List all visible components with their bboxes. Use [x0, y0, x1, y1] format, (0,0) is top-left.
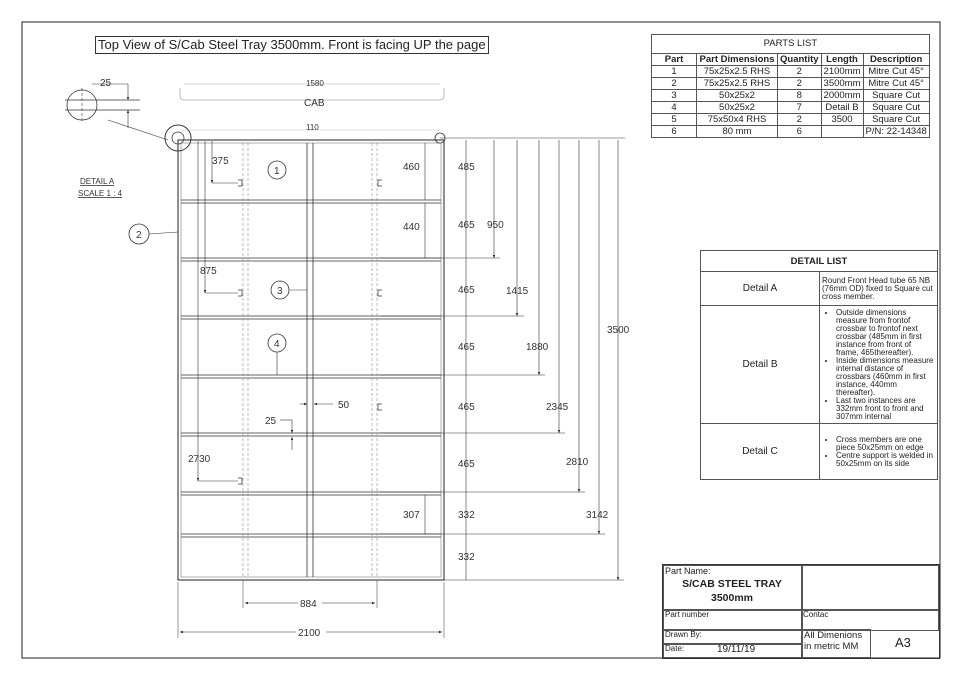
part-name-line1: S/CAB STEEL TRAY [682, 578, 782, 590]
cab-outline [180, 79, 444, 132]
parts-header-part: Part [652, 54, 697, 66]
spacing-0: 485 [458, 162, 475, 173]
dim-2730: 2730 [188, 454, 211, 465]
inside-dimensions [403, 143, 425, 534]
parts-cell: 3 [652, 90, 697, 102]
detail-list-title: DETAIL LIST [701, 251, 938, 272]
drawn-by-label: Drawn By: [665, 630, 702, 639]
inner-dim: 884 [300, 599, 317, 610]
dim-875: 875 [200, 266, 217, 277]
parts-cell: 4 [652, 102, 697, 114]
callout-3: 3 [277, 286, 283, 297]
parts-cell: 2 [778, 78, 822, 90]
units-note: All Dimenions in metric MM [804, 630, 863, 652]
callout-2: 2 [136, 230, 142, 241]
inside-dim-460: 460 [403, 162, 420, 173]
inside-dim-307: 307 [403, 510, 420, 521]
spacing-4: 465 [458, 402, 475, 413]
spacing-1: 465 [458, 220, 475, 231]
part-callouts [129, 161, 307, 375]
top-dim: 110 [306, 123, 319, 132]
date-value: 19/11/19 [717, 644, 756, 655]
detail-a-name: Detail A [701, 272, 820, 306]
parts-row [652, 126, 930, 138]
parts-list [651, 34, 930, 138]
parts-cell: 7 [778, 102, 822, 114]
inside-dim-440: 440 [403, 222, 420, 233]
detail-a-dim: 25 [100, 78, 112, 89]
detail-c-line: • Centre support is welded in 50x25mm on its side [836, 452, 935, 468]
parts-cell: Detail B [821, 102, 863, 114]
detail-b-line: • Inside dimensions measure internal distance of crossbars (460mm in first instance, 440mm thereafter). [836, 357, 935, 397]
dim-50: 50 [338, 400, 350, 411]
detail-label-line1: DETAIL A [80, 177, 115, 186]
dim-375: 375 [212, 156, 229, 167]
parts-cell: 6 [778, 126, 822, 138]
left-dimensions [188, 141, 350, 481]
width-dim: 2100 [298, 628, 321, 639]
detail-a-desc: Round Front Head tube 65 NB (76mm OD) fixed to Square cut cross member. [820, 272, 938, 306]
parts-row [652, 66, 930, 78]
parts-cell: Mitre Cut 45° [863, 78, 929, 90]
detail-c-desc [820, 424, 938, 480]
parts-cell: 5 [652, 114, 697, 126]
detail-c-name: Detail C [701, 424, 820, 480]
parts-row [652, 78, 930, 90]
detail-label-line2: SCALE 1 : 4 [78, 189, 123, 198]
spacing-6: 332 [458, 510, 475, 521]
part-name-label: Part Name: [665, 566, 711, 576]
parts-cell: 50x25x2 [697, 102, 778, 114]
cum-1415: 1415 [506, 286, 529, 297]
parts-cell: 75x50x4 RHS [697, 114, 778, 126]
callout-4: 4 [274, 339, 280, 350]
parts-cell: 8 [778, 90, 822, 102]
drawing-title: Top View of S/Cab Steel Tray 3500mm. Front is facing UP the page [95, 36, 489, 54]
part-number-label: Part number [665, 610, 710, 619]
parts-cell: Square Cut [863, 102, 929, 114]
parts-cell: 2 [778, 66, 822, 78]
parts-cell: P/N: 22-14348 [863, 126, 929, 138]
parts-cell: 50x25x2 [697, 90, 778, 102]
bottom-dimensions [178, 580, 444, 639]
cum-2345: 2345 [546, 402, 569, 413]
cab-dim: 1580 [306, 79, 324, 88]
parts-cell: Square Cut [863, 90, 929, 102]
parts-cell [821, 126, 863, 138]
cab-label: CAB [304, 98, 325, 109]
detail-c-line: • Cross members are one piece 50x25mm on edge [836, 436, 935, 452]
parts-header-description: Description [863, 54, 929, 66]
parts-cell: 75x25x2.5 RHS [697, 78, 778, 90]
parts-cell: 80 mm [697, 126, 778, 138]
cum-1880: 1880 [526, 342, 549, 353]
cumulative-labels [487, 220, 630, 521]
parts-cell: 3500mm [821, 78, 863, 90]
cum-2810: 2810 [566, 457, 589, 468]
parts-cell: Square Cut [863, 114, 929, 126]
parts-list-title: PARTS LIST [651, 34, 930, 53]
detail-b-name: Detail B [701, 306, 820, 424]
sheet-size: A3 [895, 635, 911, 650]
parts-cell: 6 [652, 126, 697, 138]
cum-3142: 3142 [586, 510, 609, 521]
tray-frame [165, 125, 625, 580]
part-name-line2: 3500mm [710, 592, 754, 604]
parts-cell: 75x25x2.5 RHS [697, 66, 778, 78]
cum-950: 950 [487, 220, 504, 231]
spacing-dimensions [458, 140, 475, 580]
callout-1: 1 [274, 166, 280, 177]
parts-header-quantity: Quantity [778, 54, 822, 66]
spacing-2: 465 [458, 285, 475, 296]
spacing-5: 465 [458, 459, 475, 470]
parts-row [652, 114, 930, 126]
detail-b-desc [820, 306, 938, 424]
parts-row [652, 102, 930, 114]
parts-cell: 3500 [821, 114, 863, 126]
parts-cell: 1 [652, 66, 697, 78]
parts-cell: 2 [778, 114, 822, 126]
dim-25: 25 [265, 416, 277, 427]
date-label: Date: [665, 644, 685, 653]
detail-list [700, 250, 938, 480]
spacing-3: 465 [458, 342, 475, 353]
detail-a-view [65, 78, 168, 198]
parts-cell: Mitre Cut 45° [863, 66, 929, 78]
detail-b-line: • Outside dimensions measure from frontof crossbar to frontof next crossbar (485mm in first instance from front of frame, 465thereafter). [836, 309, 935, 357]
detail-b-line: • Last two instances are 332mm front to front and 307mm internal [836, 397, 935, 421]
parts-cell: 2 [652, 78, 697, 90]
contact-label: Contac [803, 610, 829, 619]
parts-cell: 2000mm [821, 90, 863, 102]
parts-cell: 2100mm [821, 66, 863, 78]
cum-3500: 3500 [607, 325, 630, 336]
spacing-7: 332 [458, 552, 475, 563]
parts-header-length: Length [821, 54, 863, 66]
parts-header-dimensions: Part Dimensions [697, 54, 778, 66]
title-block [662, 564, 940, 659]
parts-row [652, 90, 930, 102]
